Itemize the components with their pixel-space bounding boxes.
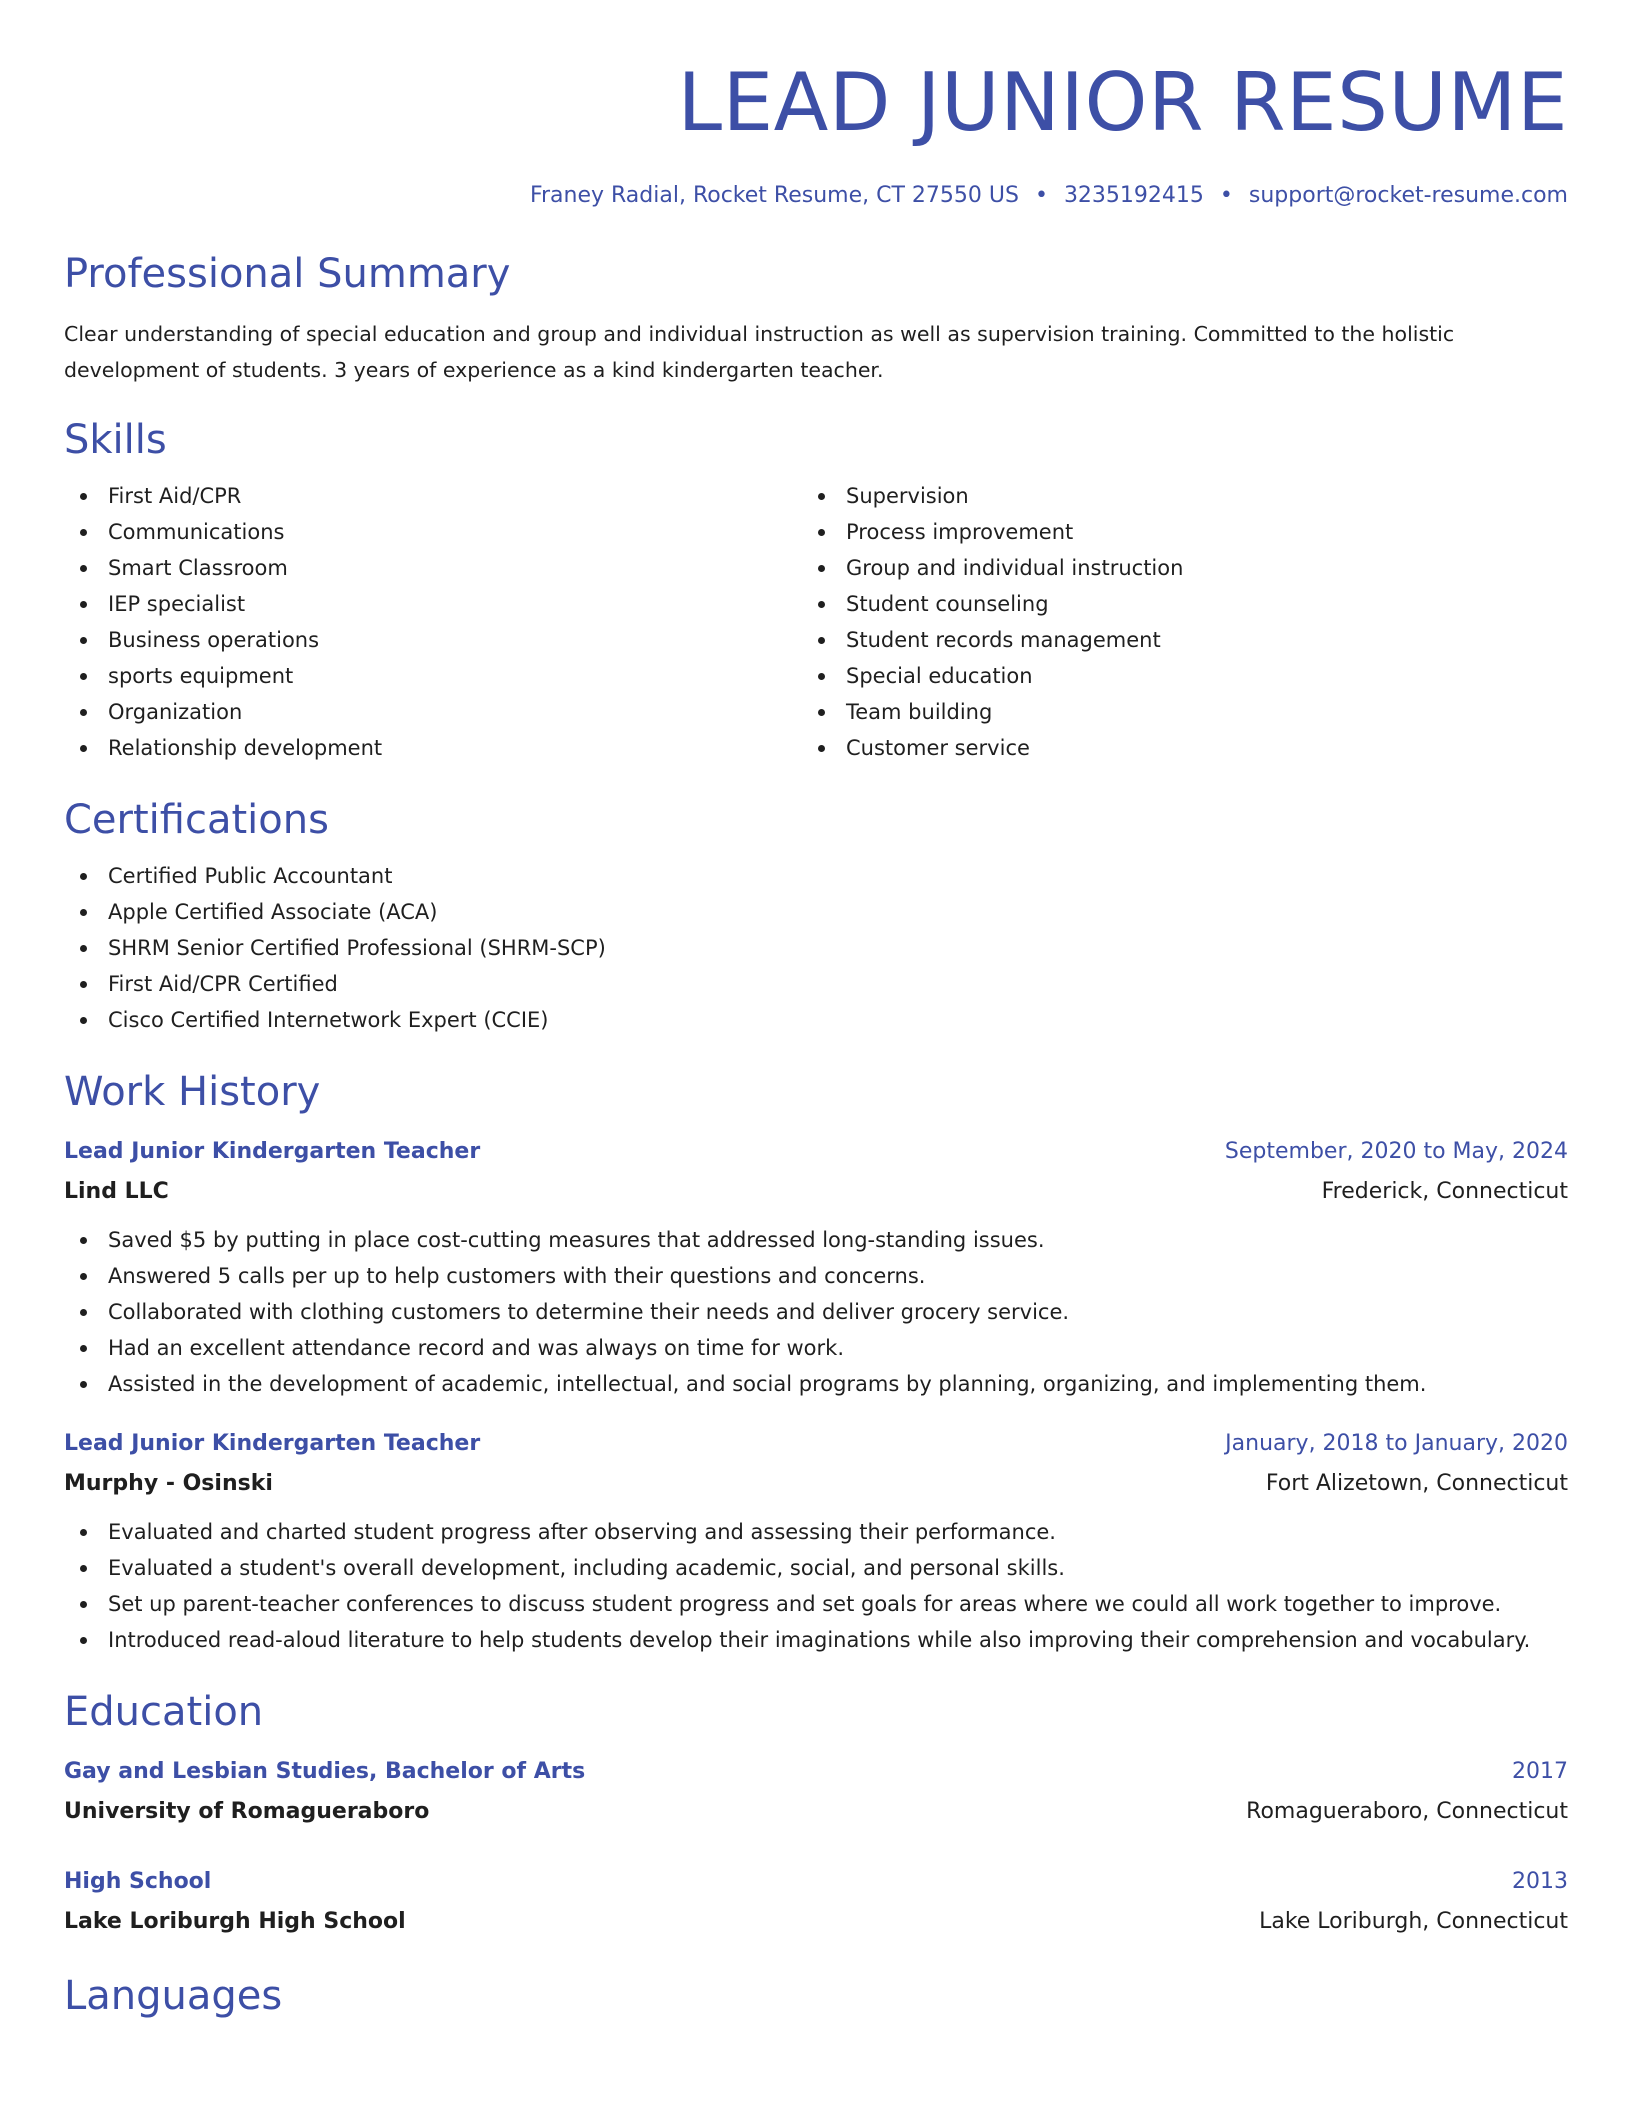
job-company-row xyxy=(64,1464,1568,1504)
job-bullet: Evaluated a student's overall development, including academic, social, and personal skills. xyxy=(64,1550,1568,1586)
job-title: Lead Junior Kindergarten Teacher xyxy=(64,1431,481,1456)
job-company: Murphy - Osinski xyxy=(64,1471,273,1496)
education-location: Romagueraboro, Connecticut xyxy=(1246,1799,1568,1824)
summary-heading: Professional Summary xyxy=(64,251,511,297)
contact-line xyxy=(64,180,1568,212)
skill-item: Team building xyxy=(802,694,1540,730)
bullet-separator-icon: • xyxy=(1034,183,1048,208)
skill-item: Process improvement xyxy=(802,514,1540,550)
job-bullet: Answered 5 calls per up to help customers with their questions and concerns. xyxy=(64,1258,1568,1294)
job-dates: September, 2020 to May, 2024 xyxy=(1224,1139,1568,1164)
certifications-heading: Certifications xyxy=(64,797,329,843)
skills-list-right xyxy=(802,478,1540,766)
skill-item: First Aid/CPR xyxy=(64,478,802,514)
job-bullets xyxy=(64,1514,1568,1658)
education-entry xyxy=(64,1862,1568,1942)
skills-grid xyxy=(64,478,1568,766)
education-school-row xyxy=(64,1792,1568,1832)
education-degree-row xyxy=(64,1862,1568,1902)
languages-heading: Languages xyxy=(64,1973,283,2019)
job-company: Lind LLC xyxy=(64,1179,169,1204)
skill-item: Student records management xyxy=(802,622,1540,658)
skill-item: Communications xyxy=(64,514,802,550)
education-location: Lake Loriburgh, Connecticut xyxy=(1259,1909,1568,1934)
job-title: Lead Junior Kindergarten Teacher xyxy=(64,1139,481,1164)
skills-heading: Skills xyxy=(64,417,167,463)
skill-item: Organization xyxy=(64,694,802,730)
education-school: University of Romagueraboro xyxy=(64,1799,430,1824)
skill-item: Customer service xyxy=(802,730,1540,766)
job-location: Fort Alizetown, Connecticut xyxy=(1265,1471,1568,1496)
education-degree-row xyxy=(64,1752,1568,1792)
skill-item: Special education xyxy=(802,658,1540,694)
certification-item: First Aid/CPR Certified xyxy=(64,966,1568,1002)
skills-section xyxy=(64,412,1568,766)
education-degree: Gay and Lesbian Studies, Bachelor of Arts xyxy=(64,1759,586,1784)
certification-item: SHRM Senior Certified Professional (SHRM-SCP) xyxy=(64,930,1568,966)
job-title-row xyxy=(64,1424,1568,1464)
job-bullet: Had an excellent attendance record and was always on time for work. xyxy=(64,1330,1568,1366)
job-entry xyxy=(64,1132,1568,1402)
job-entry xyxy=(64,1424,1568,1658)
education-section xyxy=(64,1684,1568,1942)
skill-item: Student counseling xyxy=(802,586,1540,622)
languages-section xyxy=(64,1968,1568,2024)
job-bullet: Assisted in the development of academic, intellectual, and social programs by planning, organizing, and implementing them. xyxy=(64,1366,1568,1402)
education-year: 2013 xyxy=(1512,1869,1568,1894)
skill-item: sports equipment xyxy=(64,658,802,694)
summary-text: Clear understanding of special education and group and individual instruction as well as supervision training. Committed to the holistic development of students. 3 years of experience as a kind kindergarten teacher. xyxy=(64,322,1455,382)
certification-item: Certified Public Accountant xyxy=(64,858,1568,894)
skill-item: IEP specialist xyxy=(64,586,802,622)
job-location: Frederick, Connecticut xyxy=(1321,1179,1568,1204)
certification-item: Apple Certified Associate (ACA) xyxy=(64,894,1568,930)
job-bullet: Evaluated and charted student progress after observing and assessing their performance. xyxy=(64,1514,1568,1550)
summary-section xyxy=(64,246,1568,388)
resume-title: LEAD JUNIOR RESUME xyxy=(677,56,1568,149)
contact-phone[interactable]: 3235192415 xyxy=(1063,183,1204,208)
job-title-row xyxy=(64,1132,1568,1172)
job-bullet: Introduced read-aloud literature to help students develop their imaginations while also improving their comprehension and vocabulary. xyxy=(64,1622,1568,1658)
education-year: 2017 xyxy=(1512,1759,1568,1784)
education-entry xyxy=(64,1752,1568,1832)
education-degree: High School xyxy=(64,1869,212,1894)
work-history-section xyxy=(64,1064,1568,1658)
job-bullet: Set up parent-teacher conferences to discuss student progress and set goals for areas where we could all work together to improve. xyxy=(64,1586,1568,1622)
job-bullet: Saved $5 by putting in place cost-cutting measures that addressed long-standing issues. xyxy=(64,1222,1568,1258)
skill-item: Group and individual instruction xyxy=(802,550,1540,586)
skill-item: Supervision xyxy=(802,478,1540,514)
job-company-row xyxy=(64,1172,1568,1212)
bullet-separator-icon: • xyxy=(1219,183,1233,208)
certifications-list xyxy=(64,858,1568,1038)
skills-list-left xyxy=(64,478,802,766)
education-heading: Education xyxy=(64,1689,264,1735)
education-school-row xyxy=(64,1902,1568,1942)
skill-item: Smart Classroom xyxy=(64,550,802,586)
contact-email[interactable]: support@rocket-resume.com xyxy=(1248,183,1568,208)
certifications-section xyxy=(64,792,1568,1038)
resume-header xyxy=(64,0,1568,212)
education-school: Lake Loriburgh High School xyxy=(64,1909,406,1934)
skill-item: Business operations xyxy=(64,622,802,658)
skill-item: Relationship development xyxy=(64,730,802,766)
certification-item: Cisco Certified Internetwork Expert (CCIE) xyxy=(64,1002,1568,1038)
job-bullets xyxy=(64,1222,1568,1402)
work-history-heading: Work History xyxy=(64,1069,321,1115)
job-bullet: Collaborated with clothing customers to determine their needs and deliver grocery service. xyxy=(64,1294,1568,1330)
contact-address: Franey Radial, Rocket Resume, CT 27550 US xyxy=(529,183,1019,208)
job-dates: January, 2018 to January, 2020 xyxy=(1225,1431,1568,1456)
